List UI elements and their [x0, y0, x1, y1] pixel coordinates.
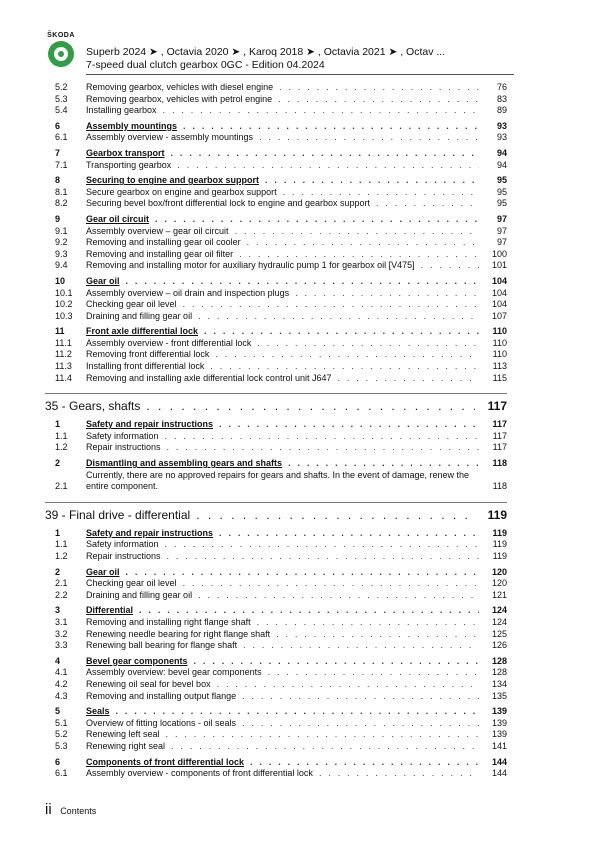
toc-page: 119	[487, 507, 507, 522]
toc-number: 3	[55, 605, 61, 616]
toc-leader	[155, 214, 479, 226]
toc-entry[interactable]	[45, 349, 507, 361]
toc-number: 1.2	[55, 442, 68, 453]
toc-title: Gearbox transport	[86, 147, 165, 158]
toc-page: 97	[496, 213, 507, 224]
toc-title: Securing bevel box/front differential lock to engine and gearbox support	[86, 198, 371, 209]
toc-title: Removing and installing right flange shaft	[86, 616, 251, 627]
toc-entry[interactable]	[45, 691, 507, 703]
toc-page: 124	[491, 605, 507, 616]
toc-entry[interactable]	[45, 590, 507, 602]
toc-leader	[183, 299, 479, 311]
toc-leader	[146, 399, 475, 413]
toc-number: 3.1	[55, 616, 68, 627]
toc-title: Removing front differential lock	[86, 349, 210, 360]
toc-number: 1	[55, 419, 61, 430]
toc-section[interactable]	[45, 757, 507, 769]
toc-number: 5	[55, 706, 61, 717]
toc-title: Assembly overview: bevel gear components	[86, 667, 262, 678]
document-header	[86, 46, 445, 72]
toc-number: 8.2	[55, 198, 68, 209]
toc-number: 9.2	[55, 237, 68, 248]
toc-leader	[279, 82, 479, 94]
header-models: Superb 2024 ➤ , Octavia 2020 ➤ , Karoq 2018 ➤ , Octavia 2021 ➤ , Octav ...	[86, 46, 446, 58]
toc-leader	[376, 198, 479, 210]
toc-leader	[204, 326, 479, 338]
toc-number: 9.3	[55, 248, 68, 259]
toc-title: Renewing left seal	[86, 729, 160, 740]
toc-leader	[219, 528, 479, 540]
toc-title: Assembly overview - components of front differential lock	[86, 768, 313, 779]
toc-number: 10.2	[55, 299, 73, 310]
toc-title: Repair instructions	[86, 551, 161, 561]
toc-page: 120	[491, 566, 507, 577]
toc-page: 115	[492, 372, 507, 383]
toc-entry[interactable]	[45, 299, 507, 311]
toc-page: 119	[492, 527, 507, 538]
toc-page: 83	[496, 93, 507, 104]
toc-leader	[163, 105, 479, 117]
toc-title: Gear oil circuit	[86, 213, 150, 224]
toc-leader	[177, 160, 479, 172]
toc-entry[interactable]	[45, 667, 507, 679]
toc-number: 1.2	[55, 551, 68, 561]
skoda-logo	[45, 32, 77, 67]
toc-page: 117	[492, 419, 507, 430]
toc-leader	[183, 121, 479, 133]
toc-leader	[166, 729, 479, 741]
toc-section[interactable]	[45, 121, 507, 133]
toc-leader	[250, 757, 479, 769]
toc-leader	[265, 175, 479, 187]
toc-page: 121	[491, 589, 507, 600]
toc-number: 8.1	[55, 186, 68, 197]
toc-entry[interactable]	[45, 578, 507, 590]
toc-page: 76	[496, 82, 507, 92]
toc-number: 11.4	[55, 372, 72, 383]
toc-title: Assembly mountings	[86, 120, 178, 131]
toc-page: 107	[491, 310, 507, 321]
toc-title: Gear oil	[86, 275, 120, 286]
toc-number: 4.1	[55, 667, 68, 678]
toc-entry[interactable]	[45, 729, 507, 741]
toc-leader	[288, 458, 479, 470]
toc-entry[interactable]	[45, 373, 507, 385]
toc-page: 128	[491, 655, 507, 666]
toc-title: Safety and repair instructions	[86, 419, 214, 430]
toc-page: 139	[491, 717, 507, 728]
toc-title: Removing and installing gear oil cooler	[86, 237, 241, 248]
toc-title: Bevel gear components	[86, 655, 188, 666]
toc-page: 118	[492, 458, 507, 469]
toc-entry[interactable]	[45, 338, 507, 350]
toc-number: 6.1	[55, 768, 68, 779]
toc-entry[interactable]	[45, 94, 507, 106]
toc-number: 2.2	[55, 589, 68, 600]
toc-chapter-title: 35 - Gears, shafts	[45, 399, 141, 414]
toc-title: Removing and installing gear oil filter	[86, 248, 234, 259]
toc-number: 5.4	[55, 105, 68, 116]
toc-leader	[217, 679, 479, 691]
toc-number: 3.3	[55, 640, 68, 651]
toc-entry[interactable]	[45, 551, 507, 563]
toc-title: Draining and filling gear oil	[86, 310, 193, 321]
toc-page: 139	[491, 706, 507, 717]
toc-section[interactable]	[45, 214, 507, 226]
toc-page: 117	[492, 442, 507, 453]
skoda-emblem-icon	[48, 41, 74, 67]
toc-page: 110	[492, 326, 507, 337]
toc-leader	[194, 656, 479, 668]
toc-page: 126	[491, 640, 507, 651]
toc-number: 7.1	[55, 159, 68, 170]
toc-number: 10.1	[55, 287, 73, 298]
toc-entry[interactable]	[45, 160, 507, 172]
toc-number: 1.1	[55, 430, 68, 441]
toc-title: Repair instructions	[86, 442, 161, 453]
toc-title: Renewing right seal	[86, 740, 166, 751]
toc-page: 95	[496, 186, 507, 197]
toc-section[interactable]	[45, 528, 507, 540]
toc-page: 89	[496, 105, 507, 116]
toc-page: 118	[492, 481, 507, 492]
toc-number: 5.1	[55, 717, 68, 728]
toc-section[interactable]	[45, 567, 507, 579]
toc-leader	[278, 94, 479, 106]
toc-section[interactable]	[45, 706, 507, 718]
toc-leader	[242, 691, 479, 703]
toc-title: Safety information	[86, 539, 159, 550]
toc-number: 2.1	[55, 578, 68, 589]
toc-title: Removing gearbox, vehicles with diesel engine	[86, 82, 274, 92]
toc-title: Front axle differential lock	[86, 326, 199, 337]
toc-entry[interactable]	[45, 249, 507, 261]
toc-leader	[242, 718, 479, 730]
toc-number: 6	[55, 756, 61, 767]
toc-title: Removing gearbox, vehicles with petrol engine	[86, 93, 273, 104]
toc-number: 4	[55, 655, 61, 666]
toc-page: 104	[491, 299, 507, 310]
toc-leader	[319, 768, 479, 780]
toc-number: 5.2	[55, 729, 68, 740]
toc-section[interactable]	[45, 458, 507, 470]
toc-title: Safety and repair instructions	[86, 527, 214, 538]
toc-number: 4.2	[55, 678, 68, 689]
toc-number: 1	[55, 527, 61, 538]
toc-leader	[210, 361, 479, 373]
toc-page: 93	[496, 120, 507, 131]
toc-page: 101	[491, 260, 507, 271]
toc-leader	[139, 605, 479, 617]
toc-entry[interactable]	[45, 640, 507, 652]
toc-chapter-title: 39 - Final drive - differential	[45, 507, 191, 522]
toc-section[interactable]	[45, 656, 507, 668]
toc-title: Checking gear oil level	[86, 299, 177, 310]
toc-title: Installing front differential lock	[86, 361, 205, 372]
toc-number: 11.3	[55, 361, 72, 372]
toc-entry[interactable]	[45, 431, 507, 443]
toc-section[interactable]	[45, 605, 507, 617]
toc-leader	[165, 431, 479, 443]
toc-title: Renewing oil seal for bevel box	[86, 678, 211, 689]
toc-title: Removing and installing output flange	[86, 690, 237, 701]
toc-page: 94	[496, 147, 507, 158]
toc-leader	[183, 578, 479, 590]
toc-number: 5.3	[55, 93, 68, 104]
toc-entry[interactable]	[45, 470, 507, 493]
toc-entry[interactable]	[45, 311, 507, 323]
toc-leader	[167, 551, 479, 563]
toc-page: 95	[496, 198, 507, 209]
toc-leader	[215, 349, 479, 361]
toc-entry[interactable]	[45, 226, 507, 238]
toc-entry[interactable]	[45, 768, 507, 780]
toc-page: 135	[491, 690, 507, 701]
toc-title: Transporting gearbox	[86, 159, 172, 170]
toc-leader	[337, 373, 479, 385]
toc-page: 104	[491, 275, 507, 286]
toc-leader	[198, 311, 479, 323]
toc-page: 100	[491, 248, 507, 259]
toc-page: 97	[496, 225, 507, 236]
toc-number: 11	[55, 326, 65, 337]
toc-title: Installing gearbox	[86, 105, 157, 116]
toc-page: 95	[496, 175, 507, 186]
toc-leader	[196, 508, 475, 522]
toc-leader	[257, 617, 479, 629]
toc-page: 125	[491, 628, 507, 639]
toc-chapter[interactable]	[45, 393, 507, 415]
toc-entry[interactable]	[45, 82, 507, 94]
toc-number: 10.3	[55, 310, 73, 321]
toc-leader	[243, 640, 479, 652]
toc-page: 144	[491, 768, 507, 779]
toc-leader	[283, 187, 479, 199]
toc-title: Assembly overview - assembly mountings	[86, 132, 254, 143]
toc-page: 113	[492, 361, 507, 372]
toc-title: Seals	[86, 706, 110, 717]
toc-page: 117	[487, 399, 507, 414]
toc-page: 93	[496, 132, 507, 143]
toc-title: Removing and installing axle differential lock control unit J647	[86, 372, 332, 383]
toc-entry[interactable]	[45, 105, 507, 117]
toc-entry[interactable]	[45, 679, 507, 691]
toc-number: 1.1	[55, 539, 68, 550]
toc-title: Removing and installing motor for auxiliary hydraulic pump 1 for gearbox oil [V475]	[86, 260, 415, 271]
toc-entry[interactable]	[45, 237, 507, 249]
toc-section[interactable]	[45, 326, 507, 338]
toc-leader	[171, 148, 479, 160]
toc-title: Draining and filling gear oil	[86, 589, 193, 600]
toc-leader	[247, 237, 479, 249]
toc-page: 124	[491, 616, 507, 627]
toc-page: 94	[496, 159, 507, 170]
toc-title: Gear oil	[86, 566, 120, 577]
toc-number: 5.3	[55, 740, 68, 751]
logo-wordmark: ŠKODA	[47, 32, 75, 39]
toc-chapter[interactable]	[45, 502, 507, 524]
toc-page: 119	[492, 539, 507, 550]
toc-entry[interactable]	[45, 539, 507, 551]
toc-leader	[421, 260, 479, 272]
toc-title: Secure gearbox on engine and gearbox support	[86, 186, 277, 197]
toc-page: 110	[492, 337, 507, 348]
header-divider	[86, 74, 514, 75]
toc-entry[interactable]	[45, 132, 507, 144]
table-of-contents	[45, 82, 507, 780]
toc-entry[interactable]	[45, 617, 507, 629]
toc-leader	[126, 276, 479, 288]
page-footer	[45, 801, 96, 818]
toc-title: Differential	[86, 605, 134, 616]
toc-leader	[257, 338, 479, 350]
toc-leader	[259, 132, 479, 144]
toc-page: 139	[491, 729, 507, 740]
toc-entry[interactable]	[45, 288, 507, 300]
toc-entry[interactable]	[45, 260, 507, 272]
toc-leader	[235, 226, 479, 238]
toc-section[interactable]	[45, 175, 507, 187]
toc-title: Checking gear oil level	[86, 578, 177, 589]
toc-page: 97	[496, 237, 507, 248]
toc-leader	[276, 629, 479, 641]
toc-number: 7	[55, 147, 61, 158]
toc-page: 120	[491, 578, 507, 589]
toc-section[interactable]	[45, 419, 507, 431]
toc-leader	[116, 706, 479, 718]
toc-number: 9.4	[55, 260, 68, 271]
toc-entry[interactable]	[45, 361, 507, 373]
toc-entry[interactable]	[45, 442, 507, 454]
toc-page: 144	[491, 756, 507, 767]
toc-number: 2.1	[55, 481, 68, 492]
toc-leader	[165, 539, 479, 551]
toc-section[interactable]	[45, 148, 507, 160]
toc-page: 128	[491, 667, 507, 678]
footer-label: Contents	[60, 806, 97, 816]
toc-page: 119	[492, 551, 507, 561]
toc-leader	[198, 590, 479, 602]
toc-entry[interactable]	[45, 629, 507, 641]
toc-entry[interactable]	[45, 198, 507, 210]
toc-page: 117	[492, 430, 507, 441]
toc-leader	[167, 442, 479, 454]
toc-entry[interactable]	[45, 741, 507, 753]
toc-title: Renewing needle bearing for right flange shaft	[86, 628, 271, 639]
toc-title: Components of front differential lock	[86, 756, 245, 767]
toc-leader	[171, 741, 479, 753]
toc-title: Assembly overview – oil drain and inspection plugs	[86, 287, 290, 298]
toc-entry[interactable]	[45, 718, 507, 730]
toc-number: 11.2	[55, 349, 72, 360]
toc-title: Dismantling and assembling gears and shafts	[86, 458, 283, 469]
toc-title: Safety information	[86, 430, 159, 441]
toc-number: 11.1	[55, 337, 72, 348]
toc-page: 141	[491, 740, 507, 751]
toc-leader	[239, 249, 479, 261]
toc-number: 2	[55, 566, 61, 577]
toc-title: Securing to engine and gearbox support	[86, 175, 260, 186]
toc-entry[interactable]	[45, 187, 507, 199]
toc-number: 8	[55, 175, 61, 186]
toc-number: 3.2	[55, 628, 68, 639]
toc-number: 4.3	[55, 690, 68, 701]
toc-number: 9.1	[55, 225, 68, 236]
toc-leader	[126, 567, 479, 579]
toc-page: 104	[491, 287, 507, 298]
toc-title: Assembly overview – gear oil circuit	[86, 225, 229, 236]
page-number: ii	[45, 801, 52, 818]
toc-page: 110	[492, 349, 507, 360]
toc-leader	[295, 288, 479, 300]
header-edition: 7-speed dual clutch gearbox 0GC - Edition 04.2024	[86, 59, 325, 71]
toc-title: Currently, there are no approved repairs for gears and shafts. In the event of damage, renew the entire component.	[86, 469, 470, 492]
toc-number: 9	[55, 213, 61, 224]
toc-leader	[219, 419, 479, 431]
toc-section[interactable]	[45, 276, 507, 288]
toc-page: 134	[491, 678, 507, 689]
toc-number: 2	[55, 458, 61, 469]
toc-title: Assembly overview - front differential lock	[86, 337, 252, 348]
toc-number: 6	[55, 120, 61, 131]
toc-leader	[268, 667, 479, 679]
toc-number: 5.2	[55, 82, 68, 92]
toc-title: Overview of fitting locations - oil seals	[86, 717, 237, 728]
toc-number: 6.1	[55, 132, 68, 143]
toc-number: 10	[55, 275, 66, 286]
toc-title: Renewing ball bearing for flange shaft	[86, 640, 238, 651]
